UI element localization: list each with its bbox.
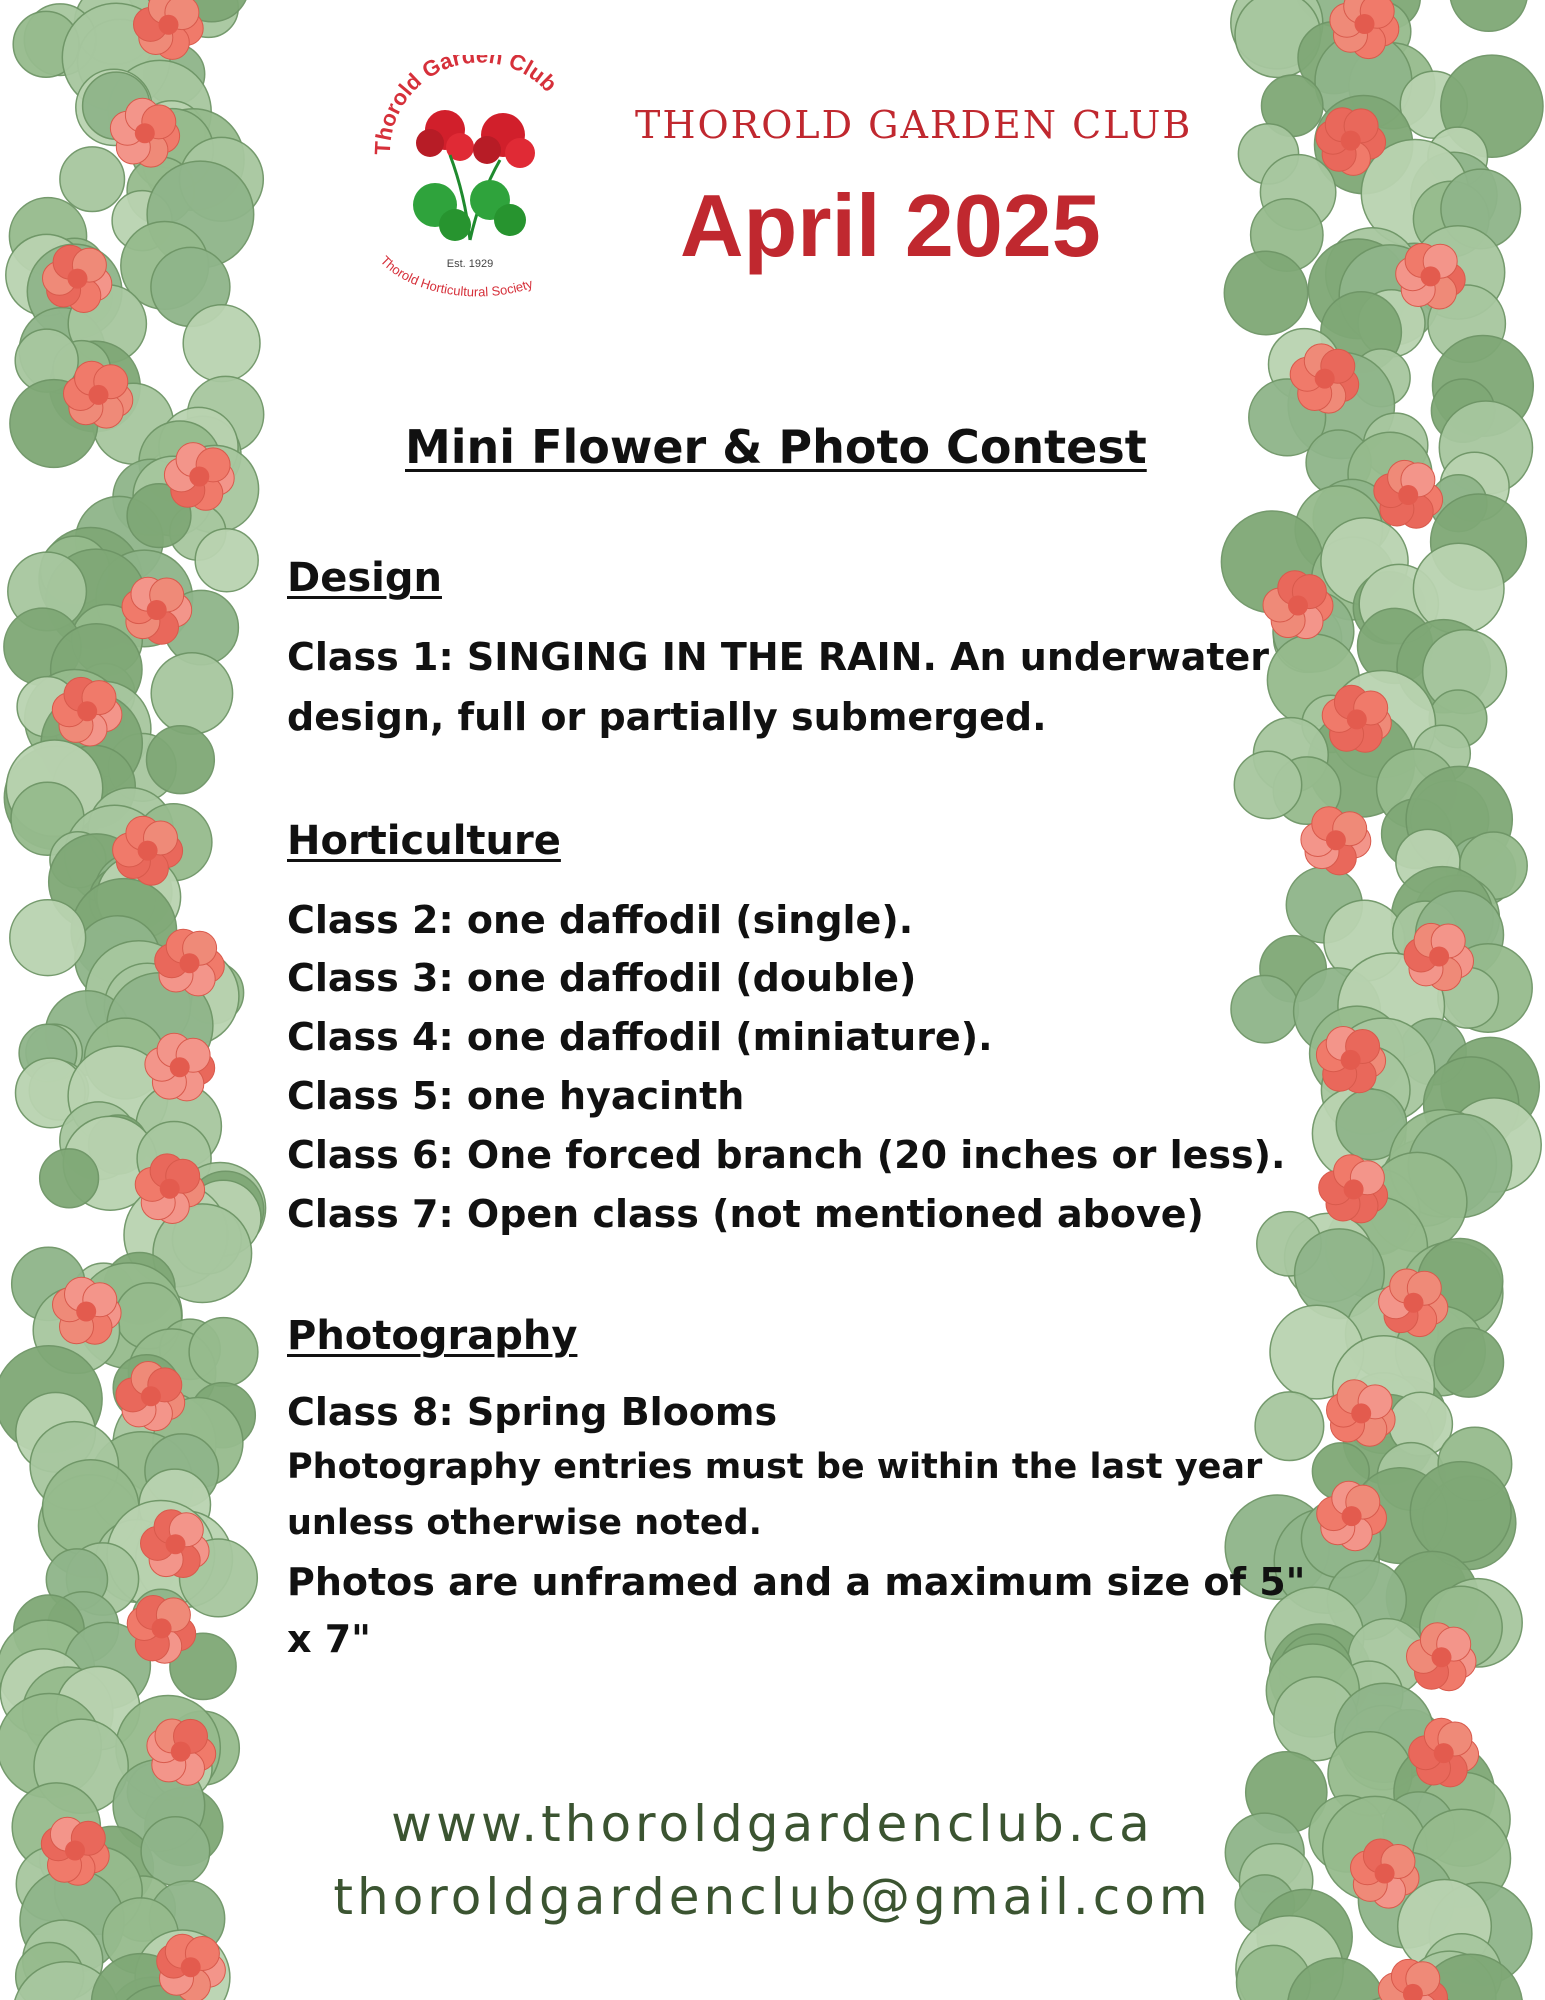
horticulture-line: Class 6: One forced branch (20 inches or less). <box>287 1133 1286 1177</box>
geranium-flower-icon <box>416 110 535 168</box>
horticulture-line: Class 3: one daffodil (double) <box>287 956 917 1000</box>
horticulture-line: Class 5: one hyacinth <box>287 1074 745 1118</box>
logo-est-text: Est. 1929 <box>446 258 494 270</box>
club-logo <box>355 55 600 300</box>
design-line: Class 1: SINGING IN THE RAIN. An underwater <box>287 635 1270 679</box>
photography-line: x 7" <box>287 1617 371 1661</box>
horticulture-section-title: Horticulture <box>287 818 561 864</box>
photography-line: Photography entries must be within the last year <box>287 1447 1263 1487</box>
photography-section-title: Photography <box>287 1313 578 1359</box>
contest-title: Mini Flower & Photo Contest <box>405 420 1147 474</box>
photography-line: unless otherwise noted. <box>287 1503 762 1543</box>
email-link[interactable]: thoroldgardenclub@gmail.com <box>333 1868 1212 1926</box>
right-floral-border <box>1215 0 1545 2000</box>
design-section-title: Design <box>287 555 442 601</box>
horticulture-line: Class 7: Open class (not mentioned above) <box>287 1192 1204 1236</box>
logo-arc-text: Thorold Garden Club <box>369 55 562 156</box>
photography-line: Class 8: Spring Blooms <box>287 1390 778 1434</box>
logo-society-text: Thorold Horticultural Society <box>377 252 535 300</box>
geranium-border-left-image <box>0 0 270 2000</box>
website-link[interactable]: www.thoroldgardenclub.ca <box>391 1795 1154 1853</box>
horticulture-line: Class 4: one daffodil (miniature). <box>287 1015 993 1059</box>
left-floral-border <box>0 0 270 2000</box>
photography-line: Photos are unframed and a maximum size of 5" <box>287 1560 1306 1604</box>
geranium-border-right-image <box>1215 0 1545 2000</box>
month-heading: April 2025 <box>680 176 1101 275</box>
club-name-heading: THOROLD GARDEN CLUB <box>635 103 1193 147</box>
horticulture-line: Class 2: one daffodil (single). <box>287 898 914 942</box>
design-line: design, full or partially submerged. <box>287 695 1047 739</box>
